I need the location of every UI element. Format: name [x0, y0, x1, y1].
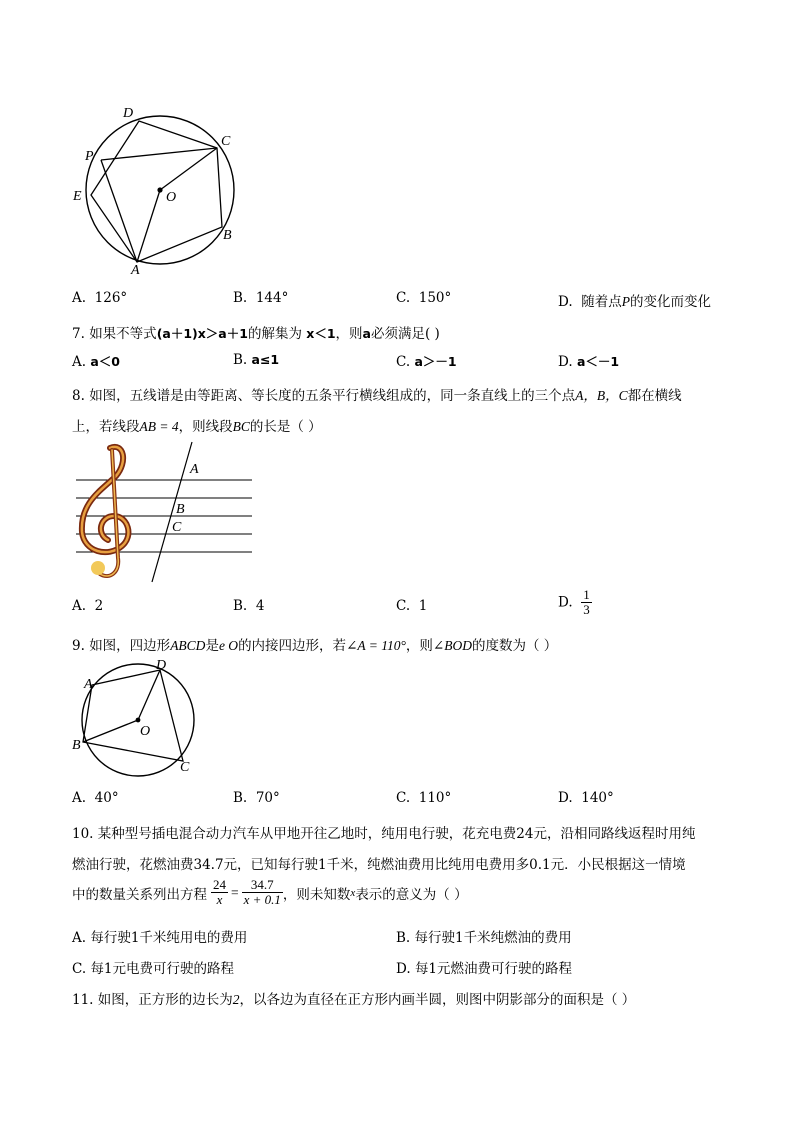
label-O: O [140, 724, 151, 739]
figure-q6-circle-pentagon [65, 100, 255, 280]
equation-left-fraction: $\frac{24}{x}$ [213, 877, 226, 907]
label-A: A [131, 263, 140, 278]
label-C: C [172, 520, 182, 535]
q8-option-a: A. 2 [72, 598, 104, 614]
q7-option-b: B. a≤1 [233, 352, 280, 368]
q6-option-b: B. 144° [233, 290, 289, 306]
label-P: P [85, 149, 94, 164]
label-B: B [72, 738, 81, 753]
q9-stem: 9. 如图，四边形ABCD是e O的内接四边形，若∠A = 110°，则∠BOD的度数为（ ） [72, 638, 558, 654]
q10-option-b: B. 每行驶1千米纯燃油的费用 [396, 930, 572, 946]
q8-stem-line2: 上，若线段AB = 4，则线段BC的长是（ ） [72, 419, 322, 435]
q11-stem: 11. 如图，正方形的边长为2，以各边为直径在正方形内画半圆，则图中阴影部分的面积是（ ） [72, 992, 636, 1008]
q8-option-b: B. 4 [233, 598, 265, 614]
q7-option-c: C. a＞－1 [396, 354, 457, 370]
label-A: A [190, 462, 199, 477]
q10-option-c: C. 每1元电费可行驶的路程 [72, 961, 235, 977]
label-O: O [166, 190, 177, 205]
q10-stem-line1: 10. 某种型号插电混合动力汽车从甲地开往乙地时，纯用电行驶，花充电费24元，沿相同路线返程时用纯 [72, 826, 696, 842]
label-D: D [123, 106, 134, 121]
fraction-one-third: $\frac{1}{3}$ [583, 587, 590, 617]
q8-option-d: D. $\frac{1}{3}$ [558, 587, 590, 617]
q8-option-c: C. 1 [396, 598, 428, 614]
q8-stem-line1: 8. 如图，五线谱是由等距离、等长度的五条平行横线组成的，同一条直线上的三个点A，B，C都在横线 [72, 388, 682, 404]
q9-option-b: B. 70° [233, 790, 280, 806]
q10-option-d: D. 每1元燃油费可行驶的路程 [396, 961, 573, 977]
equation-right-fraction: $\frac{34.7}{x + 0.1}$ [243, 877, 281, 907]
label-E: E [73, 189, 82, 204]
q9-option-c: C. 110° [396, 790, 452, 806]
q7-option-d: D. a＜－1 [558, 354, 620, 370]
q9-option-d: D. 140° [558, 790, 614, 806]
label-C: C [221, 134, 231, 149]
q10-stem-line2: 燃油行驶，花燃油费34.7元，已知每行驶1千米，纯燃油费用比纯用电费用多0.1元．小民根据这一情境 [72, 857, 686, 873]
label-B: B [223, 228, 232, 243]
label-A: A [84, 677, 93, 692]
q7-option-a: A. a＜0 [72, 354, 120, 370]
treble-clef-icon [82, 447, 129, 576]
q10-stem-line3: 中的数量关系列出方程 $\frac{24}{x}$ = $\frac{34.7}{x + 0.1}$ ，则未知数 x 表示的意义为（ ） [72, 877, 468, 907]
figure-q9-cyclic-quadrilateral [68, 656, 208, 782]
q10-option-a: A. 每行驶1千米纯用电的费用 [72, 930, 248, 946]
q7-stem: 7. 如果不等式(a＋1)x＞a＋1的解集为 x＜1，则a必须满足( ) [72, 326, 440, 342]
q6-option-c: C. 150° [396, 290, 452, 306]
label-C: C [180, 760, 190, 775]
q6-option-a: A. 126° [72, 290, 128, 306]
label-B: B [176, 502, 185, 517]
label-D: D [156, 658, 167, 673]
figure-q8-music-staff [72, 440, 262, 586]
q6-option-d: D. 随着点P的变化而变化 [558, 294, 711, 310]
q9-option-a: A. 40° [72, 790, 119, 806]
